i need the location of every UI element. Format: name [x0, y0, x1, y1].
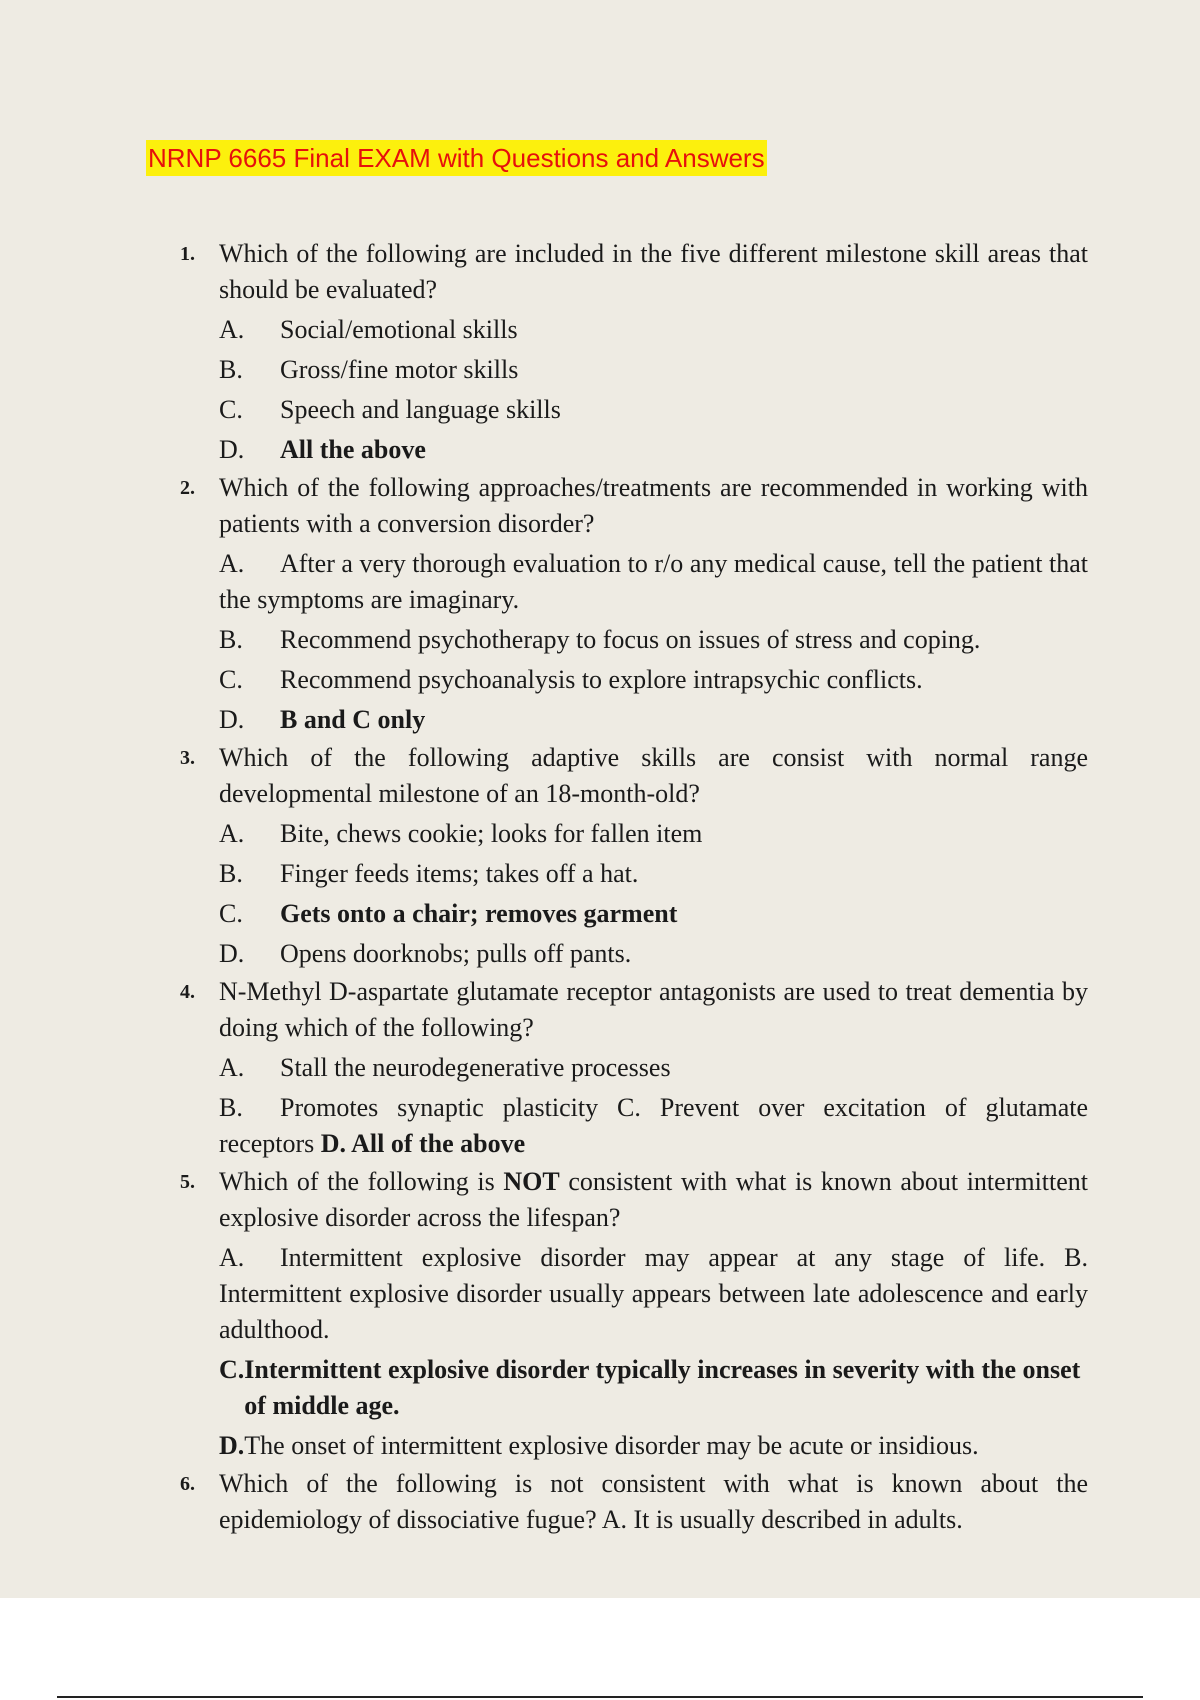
question-text-emphasis: NOT: [503, 1167, 560, 1196]
question-5: [180, 1164, 1088, 1464]
question-text: N-Methyl D-aspartate glutamate receptor antagonists are used to treat dementia by doing which of the following?: [219, 977, 1088, 1042]
question-number: 4.: [180, 981, 195, 1003]
option-b: [219, 622, 1088, 658]
option-d: [219, 1428, 1088, 1464]
option-letter: A.: [219, 549, 245, 578]
answer-text: Gets onto a chair; removes garment: [280, 899, 678, 928]
footer-divider: [57, 1696, 1143, 1698]
question-number: 6.: [180, 1473, 195, 1495]
option-letter: D.: [219, 1431, 245, 1460]
option-d-answer: [219, 432, 1088, 468]
option-letter: B.: [219, 1093, 243, 1122]
option-a: [219, 1050, 1088, 1086]
question-text: Which of the following adaptive skills are consist with normal range developmental milestone of an 18-month-old?: [219, 743, 1088, 808]
question-2: [180, 470, 1088, 738]
option-letter: B.: [219, 859, 243, 888]
question-number: 3.: [180, 747, 195, 769]
question-list: [180, 236, 1088, 1538]
option-text: Social/emotional skills: [280, 315, 518, 344]
option-text: After a very thorough evaluation to r/o any medical cause, tell the patient that the symptoms are imaginary.: [219, 549, 1088, 614]
option-text: Speech and language skills: [280, 395, 561, 424]
option-c-answer: [219, 896, 1088, 932]
question-number: 2.: [180, 477, 195, 499]
question-4: [180, 974, 1088, 1162]
option-b-paragraph: [219, 1090, 1088, 1162]
option-text: Promotes synaptic plasticity C. Prevent over excitation of glutamate receptors: [219, 1093, 1088, 1158]
option-letter: C.: [219, 1355, 245, 1384]
question-number: 5.: [180, 1171, 195, 1193]
question-text-after: consistent with what is known about intermittent explosive disorder across the lifespan?: [219, 1167, 1089, 1232]
question-text: Which of the following is not consistent with what is known about the epidemiology of dissociative fugue? A. It is usually described in adults.: [219, 1469, 1088, 1534]
option-letter: D.: [219, 939, 245, 968]
question-6: [180, 1466, 1088, 1538]
answer-text: All the above: [280, 435, 426, 464]
option-b: [219, 352, 1088, 388]
option-a: [219, 312, 1088, 348]
option-letter: B.: [219, 625, 243, 654]
document-title: NRNP 6665 Final EXAM with Questions and Answers: [146, 140, 767, 176]
option-c-answer: [219, 1352, 1088, 1424]
option-letter: A.: [219, 819, 245, 848]
question-text: Which of the following approaches/treatments are recommended in working with patients with a conversion disorder?: [219, 473, 1088, 538]
answer-text: Intermittent explosive disorder typically increases in severity with the onset of middle age.: [244, 1355, 1081, 1420]
option-text: The onset of intermittent explosive disorder may be acute or insidious.: [244, 1431, 979, 1460]
question-text: [219, 1164, 1088, 1236]
option-b: [219, 856, 1088, 892]
option-letter: D.: [219, 705, 245, 734]
option-text: Recommend psychotherapy to focus on issues of stress and coping.: [280, 625, 981, 654]
option-letter: B.: [219, 355, 243, 384]
option-text: Stall the neurodegenerative processes: [280, 1053, 671, 1082]
option-text: Finger feeds items; takes off a hat.: [280, 859, 639, 888]
answer-text: D. All of the above: [320, 1129, 526, 1158]
question-number: 1.: [180, 243, 195, 265]
option-text: Gross/fine motor skills: [280, 355, 519, 384]
option-letter: D.: [219, 435, 245, 464]
option-a-paragraph: [219, 1240, 1088, 1348]
option-letter: A.: [219, 1053, 245, 1082]
option-d: [219, 936, 1088, 972]
question-text-before: Which of the following is: [219, 1167, 495, 1196]
question-text: Which of the following are included in the five different milestone skill areas that should be evaluated?: [219, 239, 1088, 304]
option-c: [219, 662, 1088, 698]
option-letter: A.: [219, 315, 245, 344]
question-3: [180, 740, 1088, 972]
option-text: Opens doorknobs; pulls off pants.: [280, 939, 632, 968]
option-letter: C.: [219, 665, 243, 694]
answer-text: B and C only: [280, 705, 426, 734]
option-c: [219, 392, 1088, 428]
option-a-paragraph: [219, 546, 1088, 618]
option-letter: C.: [219, 899, 243, 928]
option-letter: C.: [219, 395, 243, 424]
question-1: [180, 236, 1088, 468]
option-text: Intermittent explosive disorder may appear at any stage of life. B. Intermittent explosive disorder usually appears between late adolescence and early adulthood.: [219, 1243, 1088, 1344]
option-d-answer: [219, 702, 1088, 738]
option-text: Recommend psychoanalysis to explore intrapsychic conflicts.: [280, 665, 923, 694]
option-text: Bite, chews cookie; looks for fallen item: [280, 819, 703, 848]
option-a: [219, 816, 1088, 852]
option-letter: A.: [219, 1243, 245, 1272]
